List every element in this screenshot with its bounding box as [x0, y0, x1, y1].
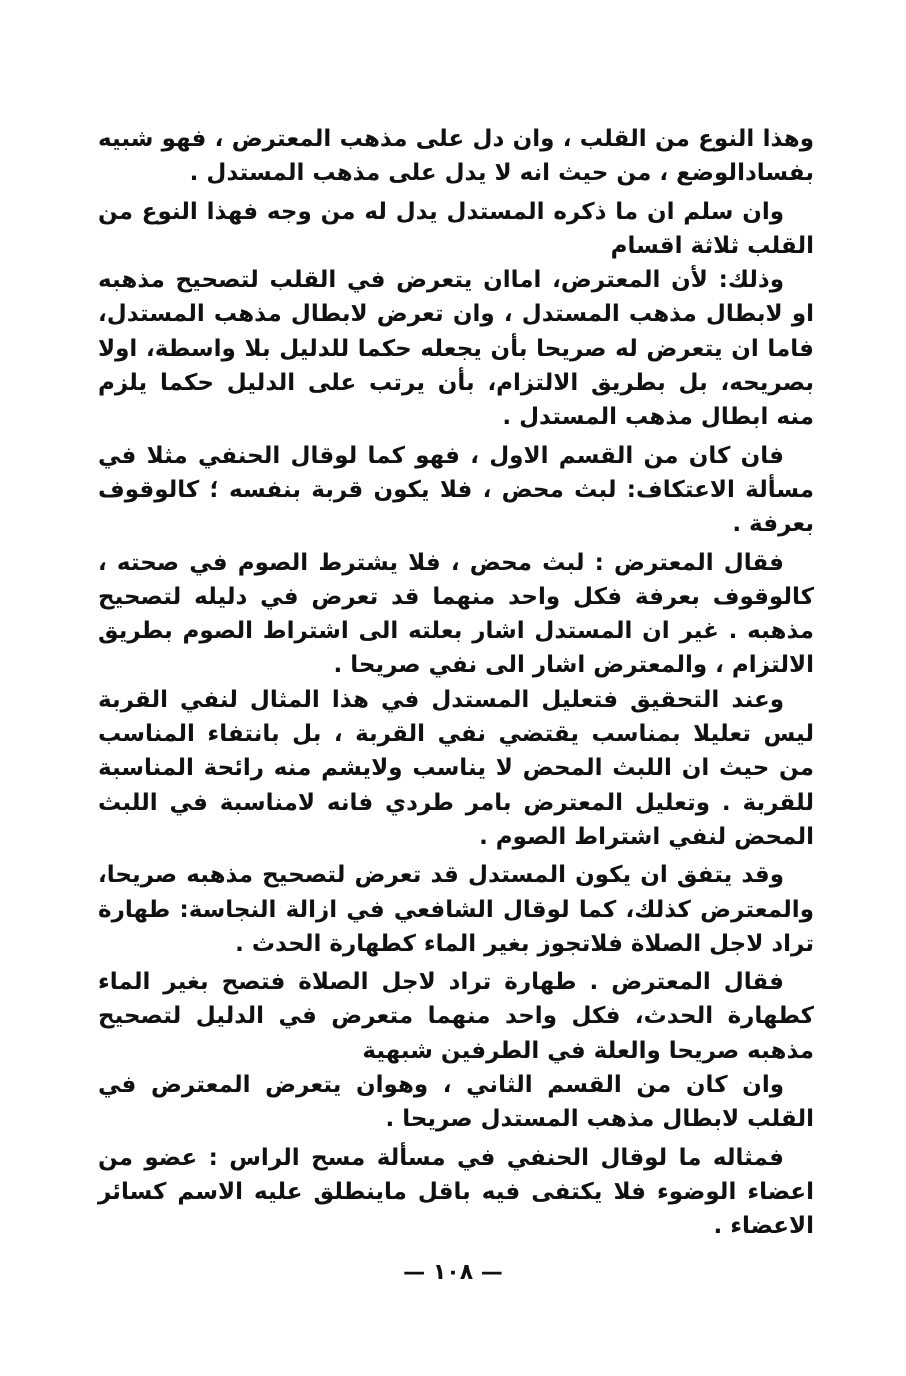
paragraph-3: وذلك: لأن المعترض، اماان يتعرض في القلب لتصحيح مذهبه او لابطال مذهب المستدل ، وان تعرض لابطال مذهب المستدل، فاما ان يتعرض له صريحا بأن يجعله حكما للدليل بلا واسطة، اولا بصريحه، بل بطريق الالتزام، بأن يرتب على الدليل حكما يلزم منه ابطال مذهب المستدل . — [98, 267, 814, 431]
body-text — [98, 122, 814, 1244]
paragraph-7: وقد يتفق ان يكون المستدل قد تعرض لتصحيح مذهبه صريحا، والمعترض كذلك، كما لوقال الشافعي في ازالة النجاسة: طهارة تراد لاجل الصلاة فلاتجوز بغير الماء كطهارة الحدث . — [98, 862, 814, 957]
paragraph-9: وان كان من القسم الثاني ، وهوان يتعرض المعترض في القلب لابطال مذهب المستدل صريحا . — [98, 1072, 814, 1133]
page-number: — ١٠٨ — — [403, 1260, 503, 1285]
paragraph-10: فمثاله ما لوقال الحنفي في مسألة مسح الراس : عضو من اعضاء الوضوء فلا يكتفى فيه باقل ماينطلق عليه الاسم كسائر الاعضاء . — [98, 1144, 814, 1240]
paragraph-2: وان سلم ان ما ذكره المستدل يدل له من وجه فهذا النوع من القلب ثلاثة اقسام — [98, 198, 814, 259]
paragraph-1: وهذا النوع من القلب ، وان دل على مذهب المعترض ، فهو شبيه بفسادالوضع ، من حيث انه لا يدل على مذهب المستدل . — [98, 126, 814, 187]
paragraph-4: فان كان من القسم الاول ، فهو كما لوقال الحنفي مثلا في مسألة الاعتكاف: لبث محض ، فلا يكون قربة بنفسه ؛ كالوقوف بعرفة . — [98, 442, 814, 538]
paragraph-5: فقال المعترض : لبث محض ، فلا يشترط الصوم في صحته ، كالوقوف بعرفة فكل واحد منهما قد تعرض في دليله لتصحيح مذهبه . غير ان المستدل اشار بعلته الى اشتراط الصوم بطريق الالتزام ، والمعترض اشار الى نفي صريحا . — [98, 549, 814, 679]
paragraph-8: فقال المعترض . طهارة تراد لاجل الصلاة فتصح بغير الماء كطهارة الحدث، فكل واحد منهما متعرض في الدليل لتصحيح مذهبه صريحا والعلة في الطرفين شبهية — [98, 969, 814, 1064]
paragraph-6: وعند التحقيق فتعليل المستدل في هذا المثال لنفي القربة ليس تعليلا بمناسب يقتضي نفي القربة ، بل بانتفاء المناسب من حيث ان اللبث المحض لا يناسب ولايشم منه رائحة المناسبة للقربة . وتعليل المعترض بامر طردي فانه لامناسبة في اللبث المحض لنفي اشتراط الصوم . — [98, 686, 814, 850]
